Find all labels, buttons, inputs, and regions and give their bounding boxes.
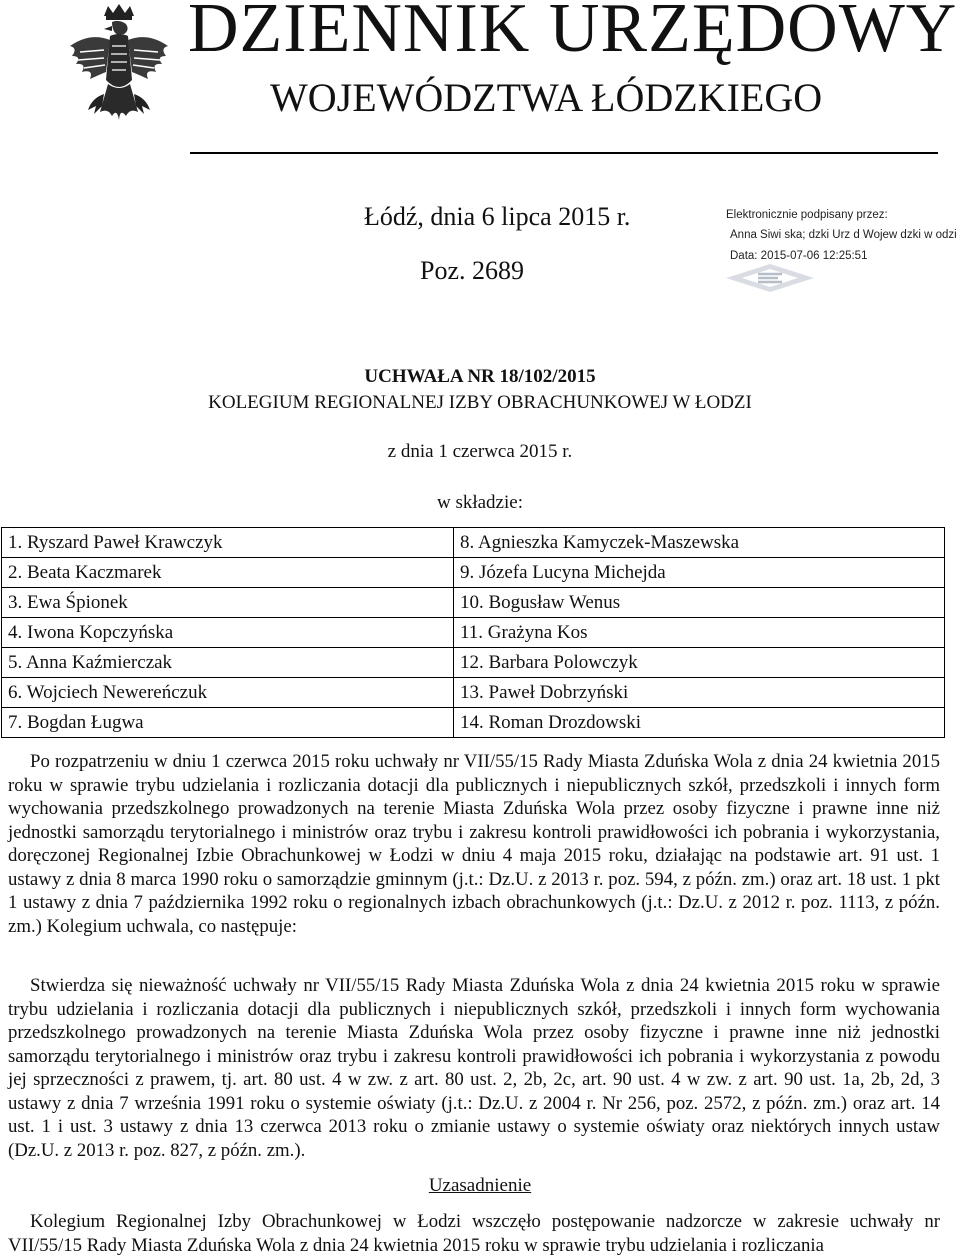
table-row bbox=[2, 648, 945, 678]
table-row bbox=[2, 588, 945, 618]
polish-eagle-emblem-icon bbox=[60, 2, 178, 152]
resolution-organization: KOLEGIUM REGIONALNEJ IZBY OBRACHUNKOWEJ W ŁODZI bbox=[208, 392, 752, 413]
justification-paragraph: Kolegium Regionalnej Izby Obrachunkowej w Łodzi wszczęło postępowanie nadzorcze w zakresie uchwały nr VII/55/15 Rady Miasta Zduńska Wola z dnia 24 kwietnia 2015 roku w sprawie trybu udzielania i rozliczania bbox=[8, 1211, 940, 1256]
justification-heading: Uzasadnienie bbox=[428, 1175, 532, 1196]
masthead-divider bbox=[190, 152, 938, 154]
signature-label: Elektronicznie podpisany przez: bbox=[726, 209, 888, 221]
member-name: 8. Agnieszka Kamyczek-Maszewska bbox=[454, 528, 945, 558]
table-row bbox=[2, 708, 945, 738]
e-signature-logo-icon bbox=[724, 263, 816, 293]
member-name: 12. Barbara Polowczyk bbox=[454, 648, 945, 678]
preamble-paragraph: Po rozpatrzeniu w dniu 1 czerwca 2015 roku uchwały nr VII/55/15 Rady Miasta Zduńska Wola z dnia 24 kwietnia 2015 roku w sprawie trybu udzielania i rozliczania dotacji dla publicznych i niepublicznych szkół, przedszkoli i innych form wychowania przedszkolnego prowadzonych na terenie Miasta Zduńska Wola przez osoby fizyczne i prawne inne niż jednostki samorządu terytorialnego i ministrów oraz trybu i zakresu kontroli prawidłowości ich pobrania i wykorzystania, doręczonej Regionalnej Izbie Obrachunkowej w Łodzi w dniu 4 maja 2015 roku, działając na podstawie art. 91 ust. 1 ustawy z dnia 8 marca 1990 roku o samorządzie gminnym (j.t.: Dz.U. z 2013 r. poz. 594, z późn. zm.) oraz art. 18 ust. 1 pkt 1 ustawy z dnia 7 października 1992 roku o regionalnych izbach obrachunkowych (j.t.: Dz.U. z 2012 r. poz. 1113, z późn. zm.) Kolegium uchwala, co następuje: bbox=[8, 751, 940, 937]
member-name: 3. Ewa Śpionek bbox=[2, 588, 454, 618]
table-row bbox=[2, 528, 945, 558]
member-name: 2. Beata Kaczmarek bbox=[2, 558, 454, 588]
member-name: 7. Bogdan Ługwa bbox=[2, 708, 454, 738]
resolution-title: UCHWAŁA NR 18/102/2015 bbox=[364, 366, 596, 387]
member-name: 11. Grażyna Kos bbox=[454, 618, 945, 648]
resolution-paragraph: Stwierdza się nieważność uchwały nr VII/55/15 Rady Miasta Zduńska Wola z dnia 24 kwietnia 2015 roku w sprawie trybu udzielania i rozliczania dotacji dla publicznych i niepublicznych szkół, przedszkoli i innych form wychowania przedszkolnego prowadzonych na terenie Miasta Zduńska Wola przez osoby fizyczne i prawne inne niż jednostki samorządu terytorialnego i ministrów oraz trybu i zakresu kontroli prawidłowości ich pobrania i wykorzystania z powodu jej sprzeczności z prawem, tj. art. 80 ust. 4 w zw. z art. 80 ust. 2, 2b, 2c, art. 90 ust. 4 w zw. z art. 90 ust. 1a, 2b, 2d, 3 ustawy z dnia 7 września 1991 roku o systemie oświaty (j.t.: Dz.U. z 2004 r. Nr 256, poz. 2572, z późn. zm.) oraz art. 14 ust. 1 i ust. 3 ustawy z dnia 13 czerwca 2013 roku o zmianie ustawy o systemie oświaty oraz niektórych innych ustaw (Dz.U. z 2013 r. poz. 827, z późn. zm.). bbox=[8, 975, 940, 1161]
table-row bbox=[2, 618, 945, 648]
masthead-title: DZIENNIK URZĘDOWY bbox=[188, 0, 958, 67]
publication-date: Łódź, dnia 6 lipca 2015 r. bbox=[364, 202, 631, 231]
resolution-date: z dnia 1 czerwca 2015 r. bbox=[387, 441, 573, 462]
member-name: 14. Roman Drozdowski bbox=[454, 708, 945, 738]
member-name: 10. Bogusław Wenus bbox=[454, 588, 945, 618]
composition-heading: w składzie: bbox=[436, 492, 523, 513]
table-row bbox=[2, 678, 945, 708]
position-number: Poz. 2689 bbox=[420, 256, 524, 285]
member-name: 5. Anna Kaźmierczak bbox=[2, 648, 454, 678]
table-row bbox=[2, 558, 945, 588]
member-name: 13. Paweł Dobrzyński bbox=[454, 678, 945, 708]
member-name: 1. Ryszard Paweł Krawczyk bbox=[2, 528, 454, 558]
signature-date: Data: 2015-07-06 12:25:51 bbox=[730, 250, 868, 262]
member-name: 4. Iwona Kopczyńska bbox=[2, 618, 454, 648]
members-table bbox=[1, 527, 945, 738]
signature-signer: Anna Siwi ska; dzki Urz d Wojew dzki w odzi bbox=[730, 229, 957, 241]
member-name: 9. Józefa Lucyna Michejda bbox=[454, 558, 945, 588]
member-name: 6. Wojciech Newereńczuk bbox=[2, 678, 454, 708]
masthead-subtitle: WOJEWÓDZTWA ŁÓDZKIEGO bbox=[270, 75, 823, 120]
